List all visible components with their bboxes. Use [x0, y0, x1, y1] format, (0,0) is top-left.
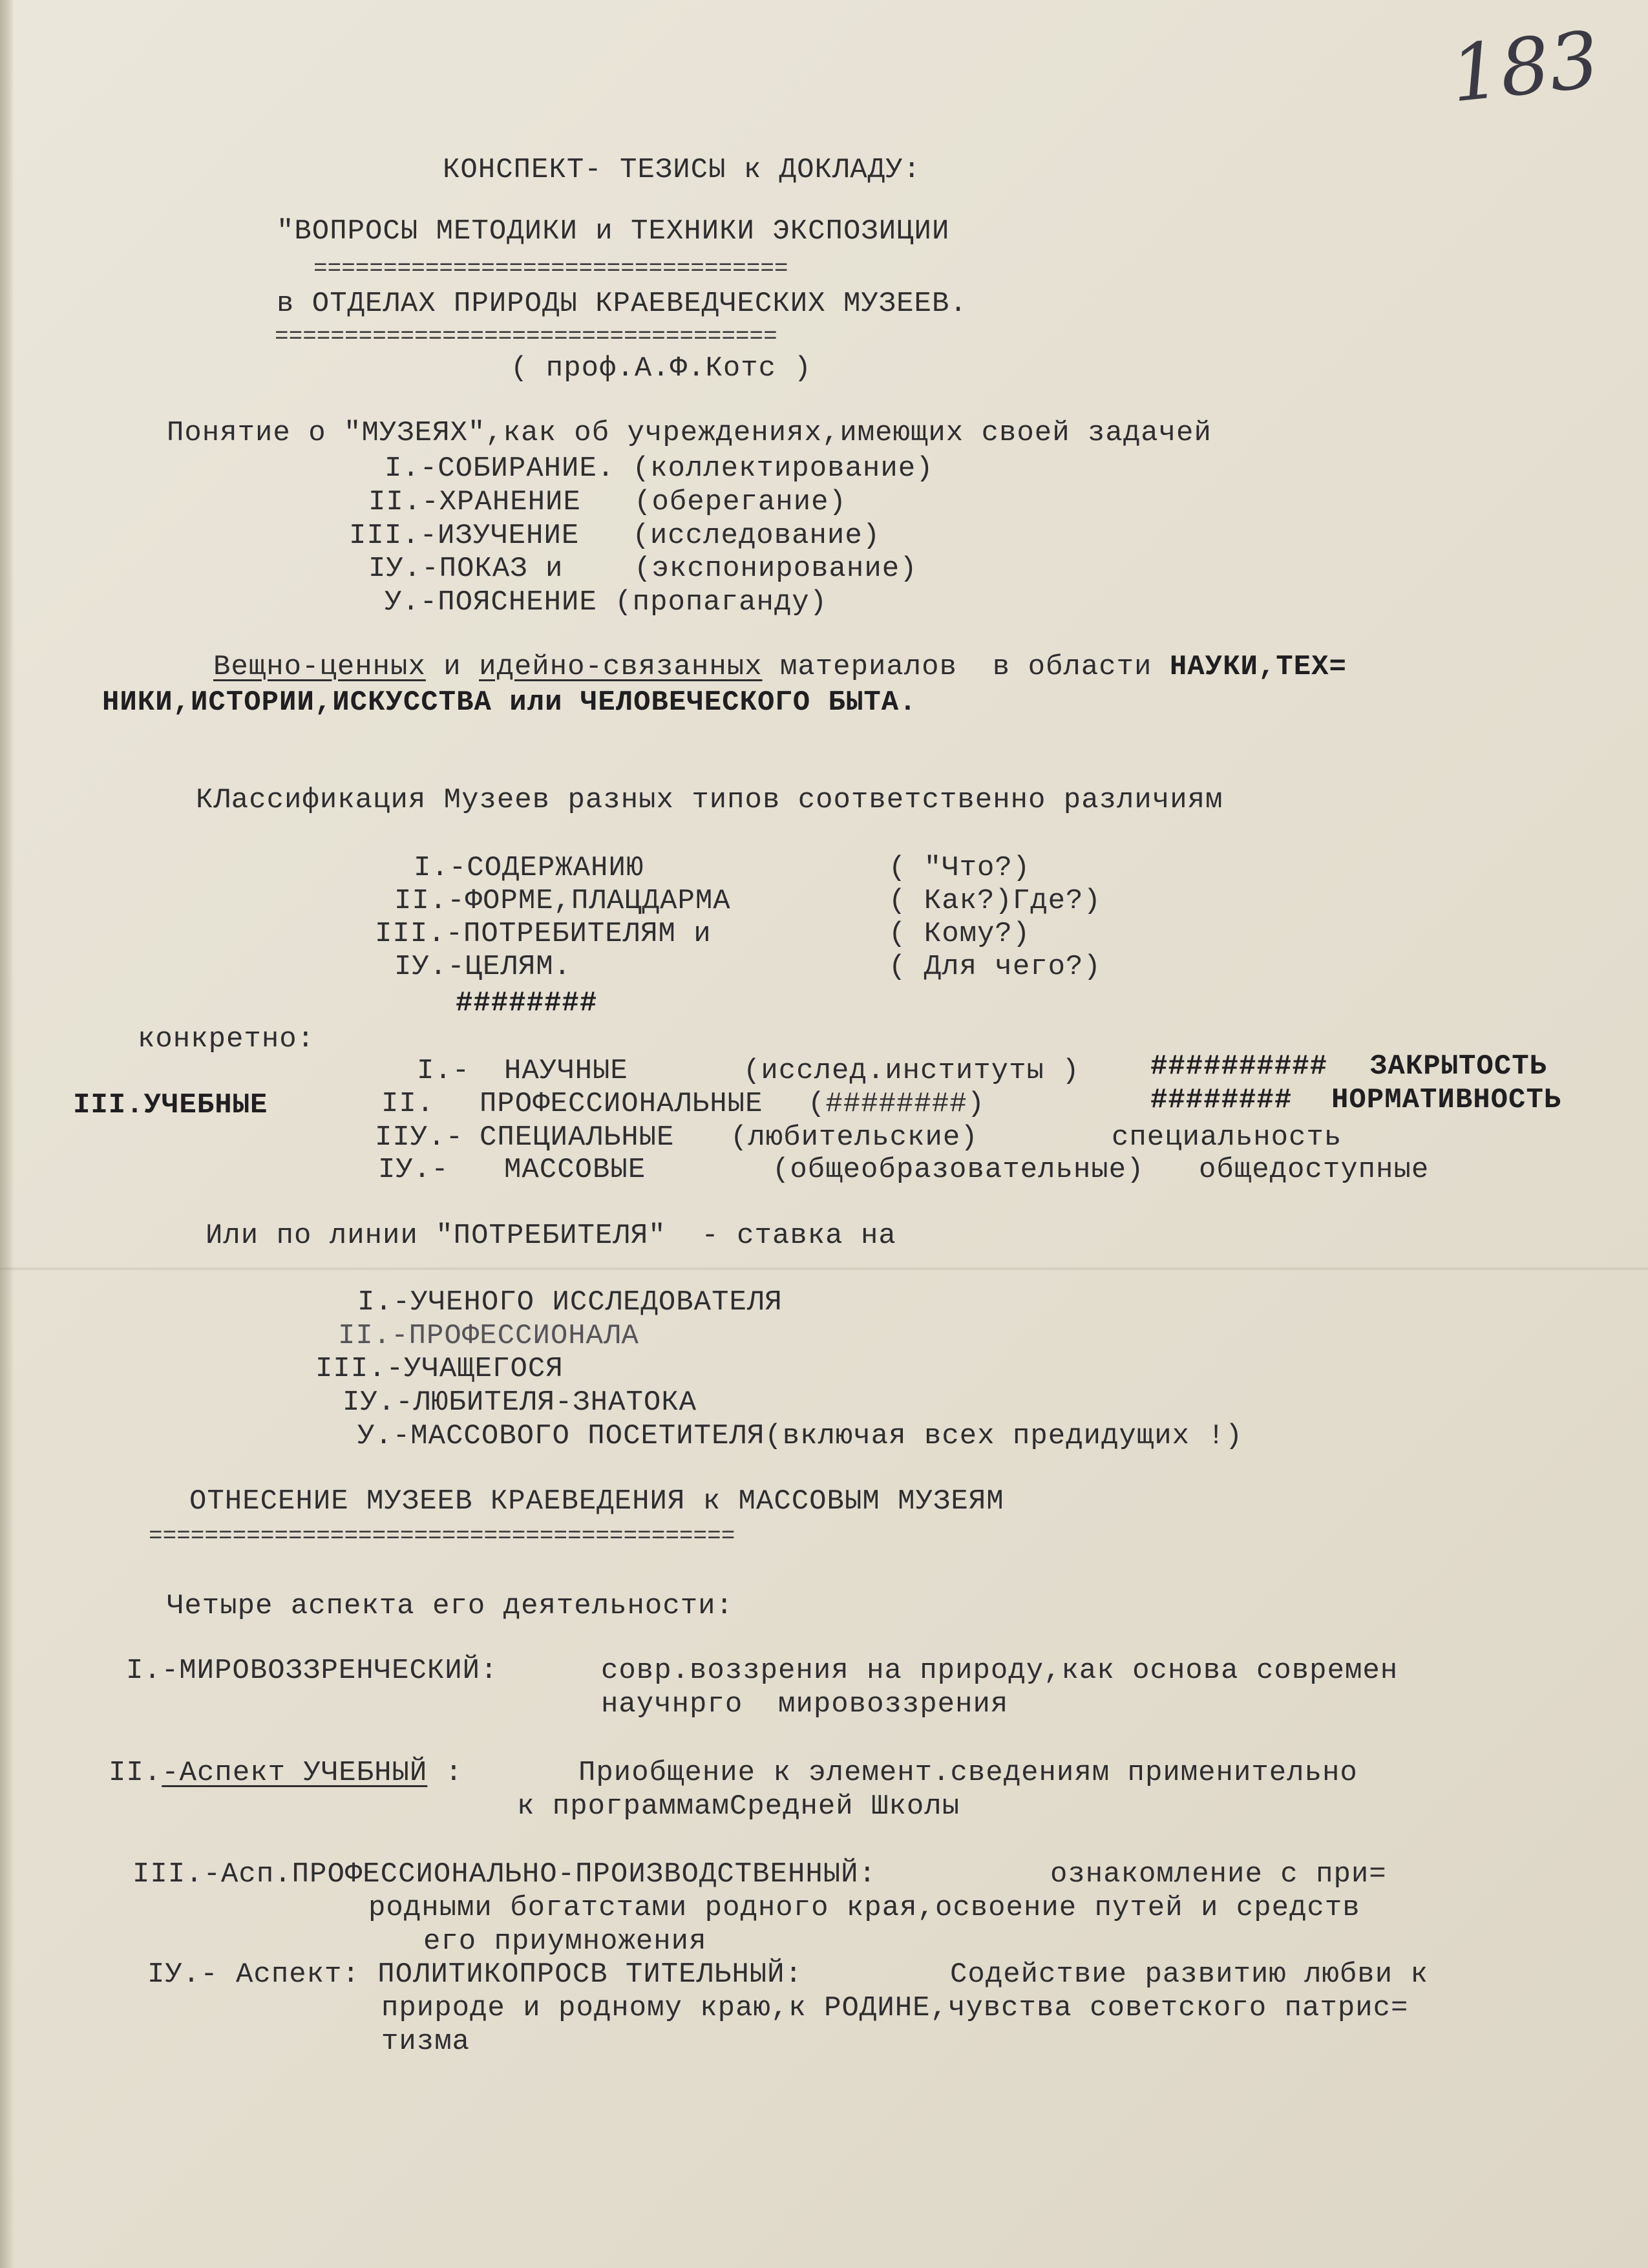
aspect-1-head: I.-МИРОВОЗЗРЕНЧЕСКИЙ:: [126, 1655, 498, 1687]
handwritten-page-number: 183: [1446, 15, 1603, 120]
aspect-2-text: Приобщение к элемент.сведениям применительно: [578, 1757, 1358, 1789]
concrete-row-strike: ##########: [1150, 1050, 1328, 1083]
consumer-item: II.-ПРОФЕССИОНАЛА: [338, 1320, 639, 1352]
aspect-2-head: [109, 1757, 463, 1789]
classification-label: IУ.-ЦЕЛЯМ.: [394, 951, 572, 983]
author: ( проф.А.Ф.Котс ): [511, 352, 812, 385]
concrete-side-label: III.УЧЕБНЫЕ: [73, 1089, 268, 1121]
struck-out-text: ########: [456, 987, 598, 1019]
title-rule-2: ====================================: [275, 323, 777, 350]
materials-underlined-1: Вещно-ценных: [213, 651, 426, 683]
concrete-row-num: IIУ.-: [375, 1121, 464, 1154]
concrete-row-desc: (########): [808, 1088, 986, 1120]
concept-item: У.-ПОЯСНЕНИЕ (пропаганду): [385, 586, 828, 619]
aspect-4-text: тизма: [381, 2026, 470, 2058]
materials-underlined-2: идейно-связанных: [479, 651, 763, 683]
classification-note: ( "Что?): [889, 852, 1031, 884]
classification-intro: КЛассификация Музеев разных типов соответственно различиям: [196, 784, 1223, 816]
concept-item: IУ.-ПОКАЗ и (экспонирование): [368, 553, 918, 585]
mass-heading: ОТНЕСЕНИЕ МУЗЕЕВ КРАЕВЕДЕНИЯ к МАССОВЫМ МУЗЕЯМ: [189, 1485, 1004, 1518]
concrete-row-tail: ЗАКРЫТОСТЬ: [1370, 1050, 1548, 1083]
title-line-1: КОНСПЕКТ- ТЕЗИСЫ к ДОКЛАДУ:: [443, 154, 921, 186]
concrete-row-desc: (общеобразовательные): [772, 1154, 1145, 1186]
concrete-row-num: IУ.-: [378, 1154, 449, 1186]
aspect-2-num: II.: [109, 1757, 162, 1789]
concept-item: III.-ИЗУЧЕНИЕ (исследование): [349, 520, 881, 552]
concrete-row-tail: общедоступные: [1199, 1154, 1430, 1186]
concrete-row-num: I.-: [417, 1055, 470, 1087]
classification-note: ( Кому?): [889, 918, 1031, 950]
aspect-4-head: IУ.- Аспект: ПОЛИТИКОПРОСВ ТИТЕЛЬНЫЙ:: [147, 1958, 803, 1991]
consumer-item: IУ.-ЛЮБИТЕЛЯ-ЗНАТОКА: [343, 1386, 697, 1419]
concept-item: II.-ХРАНЕНИЕ (оберегание): [368, 486, 847, 518]
aspect-2-colon: :: [427, 1757, 463, 1789]
concrete-row-type: СПЕЦИАЛЬНЫЕ: [480, 1121, 675, 1154]
paper-fold: [0, 1267, 1648, 1271]
concrete-row-type: ПРОФЕССИОНАЛЬНЫЕ: [480, 1088, 763, 1120]
consumer-item: I.-УЧЕНОГО ИССЛЕДОВАТЕЛЯ: [357, 1286, 783, 1319]
materials-line-2: НИКИ,ИСТОРИИ,ИСКУССТВА или ЧЕЛОВЕЧЕСКОГО БЫТА.: [102, 686, 917, 719]
classification-note: ( Как?)Где?): [889, 885, 1101, 917]
title-rule-1: ==================================: [313, 255, 788, 282]
materials-bold: НАУКИ,ТЕХ=: [1169, 651, 1347, 683]
concrete-row-type: МАССОВЫЕ: [504, 1154, 646, 1186]
aspect-2-text: к программамСредней Школы: [517, 1790, 960, 1823]
aspect-3-text: ознакомление с при=: [1050, 1858, 1387, 1891]
concrete-row-num: II.: [381, 1088, 435, 1120]
classification-label: II.-ФОРМЕ,ПЛАЦДАРМА: [394, 885, 731, 917]
consumer-item: У.-МАССОВОГО ПОСЕТИТЕЛЯ(включая всех предидущих !): [357, 1420, 1243, 1452]
concrete-row-strike: ########: [1150, 1084, 1293, 1116]
aspect-1-text: научнрго мировоззрения: [601, 1688, 1009, 1721]
classification-label: I.-СОДЕРЖАНИЮ: [414, 852, 644, 884]
aspect-2-label: -Аспект УЧЕБНЫЙ: [162, 1757, 428, 1789]
materials-line-1: [213, 651, 1347, 683]
mass-heading-rule: ==========================================: [149, 1523, 735, 1549]
aspect-3-head: III.-Асп.ПРОФЕССИОНАЛЬНО-ПРОИЗВОДСТВЕННЫЙ:: [132, 1858, 876, 1891]
aspect-4-text: природе и родному краю,к РОДИНЕ,чувства советского патрис=: [381, 1992, 1409, 2024]
concrete-row-tail: специальность: [1112, 1121, 1342, 1154]
consumer-item: III.-УЧАЩЕГОСЯ: [315, 1353, 564, 1385]
concept-intro: Понятие о "МУЗЕЯХ",как об учреждениях,имеющих своей задачей: [167, 417, 1212, 449]
aspect-4-text: Содействие развитию любви к: [950, 1958, 1428, 1991]
aspect-3-text: его приумножения: [423, 1925, 707, 1958]
concrete-row-desc: (исслед.институты ): [743, 1055, 1080, 1087]
title-line-3: в ОТДЕЛАХ ПРИРОДЫ КРАЕВЕДЧЕСКИХ МУЗЕЕВ.: [277, 288, 967, 320]
concept-item: I.-СОБИРАНИЕ. (коллектирование): [385, 452, 934, 485]
materials-text: материалов в области: [762, 651, 1170, 683]
concrete-row-type: НАУЧНЫЕ: [504, 1055, 628, 1087]
classification-label: III.-ПОТРЕБИТЕЛЯМ и: [375, 918, 712, 950]
classification-note: ( Для чего?): [889, 951, 1101, 983]
concrete-row-desc: (любительские): [730, 1121, 978, 1154]
title-line-2: "ВОПРОСЫ МЕТОДИКИ и ТЕХНИКИ ЭКСПОЗИЦИИ: [277, 215, 950, 248]
consumer-intro: Или по линии "ПОТРЕБИТЕЛЯ" - ставка на: [206, 1220, 896, 1252]
aspect-1-text: совр.воззрения на природу,как основа современ: [601, 1655, 1399, 1687]
materials-text: и: [425, 651, 480, 683]
aspect-3-text: родными богатстами родного края,освоение путей и средств: [368, 1892, 1360, 1924]
paper-edge: [0, 0, 14, 2268]
aspects-intro: Четыре аспекта его деятельности:: [167, 1590, 734, 1622]
concrete-label: конкретно:: [138, 1023, 315, 1055]
concrete-row-tail: НОРМАТИВНОСТЬ: [1331, 1084, 1562, 1116]
